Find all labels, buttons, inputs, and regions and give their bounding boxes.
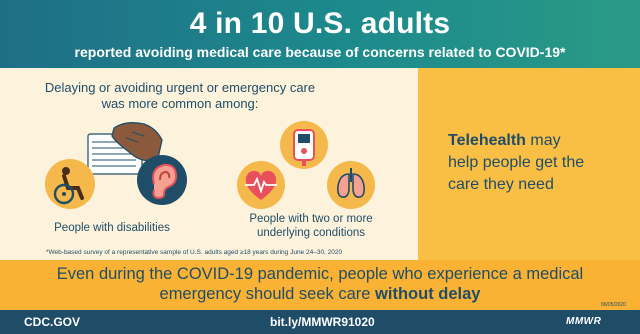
tele-line-3: care they need bbox=[448, 176, 554, 193]
date-tag: 06/05/2020 bbox=[600, 302, 626, 308]
intro-line-2: was more common among: bbox=[101, 96, 259, 111]
group2-caption-line-2: underlying conditions bbox=[256, 227, 366, 239]
intro-line-1: Delaying or avoiding urgent or emergency care bbox=[44, 80, 316, 95]
tele-line-2: help people get the bbox=[448, 154, 585, 171]
bottom-banner bbox=[0, 260, 640, 310]
tele-bold: Telehealth bbox=[448, 132, 526, 149]
tele-rest: may bbox=[525, 132, 561, 149]
heart-ekg-icon bbox=[236, 160, 286, 210]
ear-hearing-icon bbox=[136, 154, 188, 206]
banner-line-2 bbox=[0, 284, 640, 304]
banner-text bbox=[0, 260, 640, 304]
group2-caption bbox=[236, 212, 386, 240]
tele-line-1 bbox=[448, 130, 628, 152]
banner-line-2-plain: emergency should seek care bbox=[159, 285, 376, 303]
footnote: *Web-based survey of a representative sample of U.S. adults aged ≥18 years during June 24–30, 2020 bbox=[46, 249, 343, 256]
banner-line-2-bold: without delay bbox=[375, 285, 481, 303]
mmwr-short-link[interactable]: bit.ly/MMWR91020 bbox=[270, 315, 375, 329]
cdc-gov-link[interactable]: CDC.GOV bbox=[24, 315, 81, 329]
telehealth-message bbox=[448, 130, 628, 196]
wheelchair-icon bbox=[44, 158, 96, 210]
header bbox=[0, 0, 640, 68]
glucose-meter-icon bbox=[279, 120, 329, 170]
footer bbox=[0, 310, 640, 334]
lungs-icon bbox=[326, 160, 376, 210]
subhead: reported avoiding medical care because of concerns related to COVID-19* bbox=[74, 44, 566, 60]
group2-caption-line-1: People with two or more bbox=[249, 213, 373, 225]
intro-text bbox=[40, 80, 320, 112]
banner-line-1: Even during the COVID-19 pandemic, people who experience a medical bbox=[56, 265, 584, 283]
headline: 4 in 10 U.S. adults bbox=[189, 7, 451, 40]
mmwr-logo: MMWR bbox=[566, 316, 602, 327]
group1-caption: People with disabilities bbox=[54, 222, 170, 234]
